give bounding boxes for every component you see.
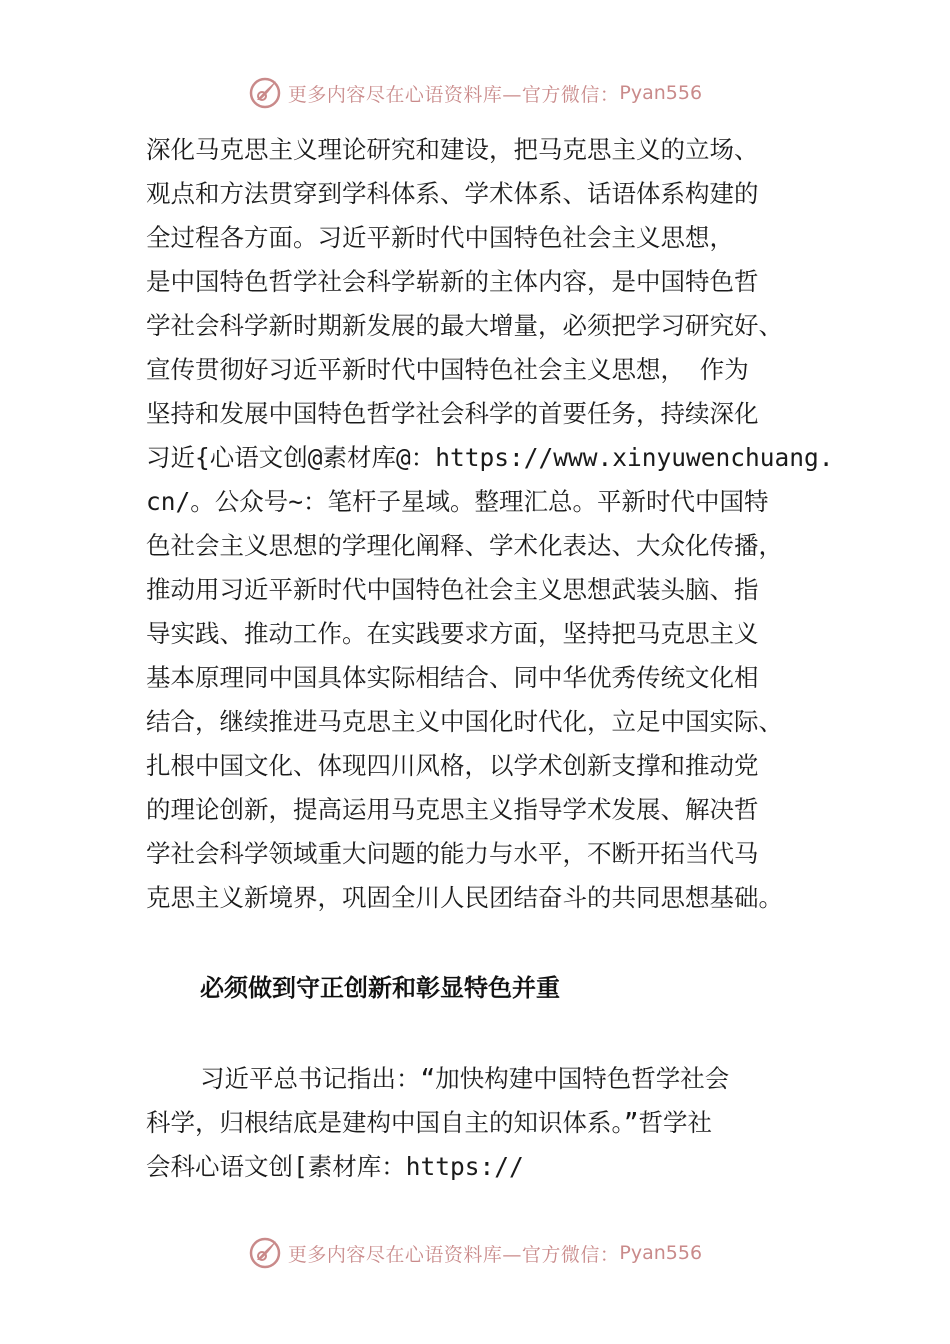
text-line: 宣传贯彻好习近平新时代中国特色社会主义思想， 作为 — [146, 355, 749, 384]
watermark-wechat-id: Pyan556 — [619, 82, 703, 104]
text-line: 色社会主义思想的学理化阐释、学术化表达、大众化传播， — [146, 531, 783, 560]
text-line: 克思主义新境界，巩固全川人民团结奋斗的共同思想基础。 — [146, 883, 783, 912]
text-line: 学社会科学领域重大问题的能力与水平，不断开拓当代马 — [146, 839, 759, 868]
text-line: 学社会科学新时期新发展的最大增量，必须把学习研究好、 — [146, 311, 783, 340]
text-line: 观点和方法贯穿到学科体系、学术体系、话语体系构建的 — [146, 179, 759, 208]
text-line: 全过程各方面。习近平新时代中国特色社会主义思想， — [146, 223, 734, 252]
text-line: 习近平总书记指出：“加快构建中国特色哲学社会 — [200, 1064, 730, 1093]
quill-seal-icon — [248, 1236, 282, 1270]
text-line: 科学，归根结底是建构中国自主的知识体系。”哲学社 — [146, 1108, 712, 1137]
text-line: 坚持和发展中国特色哲学社会科学的首要任务，持续深化 — [146, 399, 759, 428]
text-line: 基本原理同中国具体实际相结合、同中华优秀传统文化相 — [146, 663, 759, 692]
text-line: 习近{心语文创@素材库@：https://www.xinyuwenchuang. — [146, 443, 834, 472]
text-line: 导实践、推动工作。在实践要求方面，坚持把马克思主义 — [146, 619, 759, 648]
second-paragraph — [146, 1057, 846, 1189]
watermark-banner-top — [0, 71, 950, 115]
text-line: 会科心语文创[素材库：https:// — [146, 1152, 524, 1181]
watermark-text: 更多内容尽在心语资料库—官方微信： — [287, 1243, 620, 1266]
text-line: 结合，继续推进马克思主义中国化时代化，立足中国实际、 — [146, 707, 783, 736]
watermark-wechat-id: Pyan556 — [619, 1242, 703, 1264]
text-line: 的理论创新，提高运用马克思主义指导学术发展、解决哲 — [146, 795, 759, 824]
watermark-banner-bottom — [0, 1231, 950, 1275]
text-line: cn/。公众号~：笔杆子星域。整理汇总。平新时代中国特 — [146, 487, 769, 516]
section-heading: 必须做到守正创新和彰显特色并重 — [200, 974, 560, 1002]
text-line: 是中国特色哲学社会科学崭新的主体内容，是中国特色哲 — [146, 267, 759, 296]
text-line: 推动用习近平新时代中国特色社会主义思想武装头脑、指 — [146, 575, 759, 604]
quill-seal-icon — [248, 76, 282, 110]
text-line: 深化马克思主义理论研究和建设，把马克思主义的立场、 — [146, 135, 759, 164]
text-line: 扎根中国文化、体现四川风格，以学术创新支撑和推动党 — [146, 751, 759, 780]
watermark-text: 更多内容尽在心语资料库—官方微信： — [287, 83, 620, 106]
body-paragraph — [146, 128, 846, 920]
